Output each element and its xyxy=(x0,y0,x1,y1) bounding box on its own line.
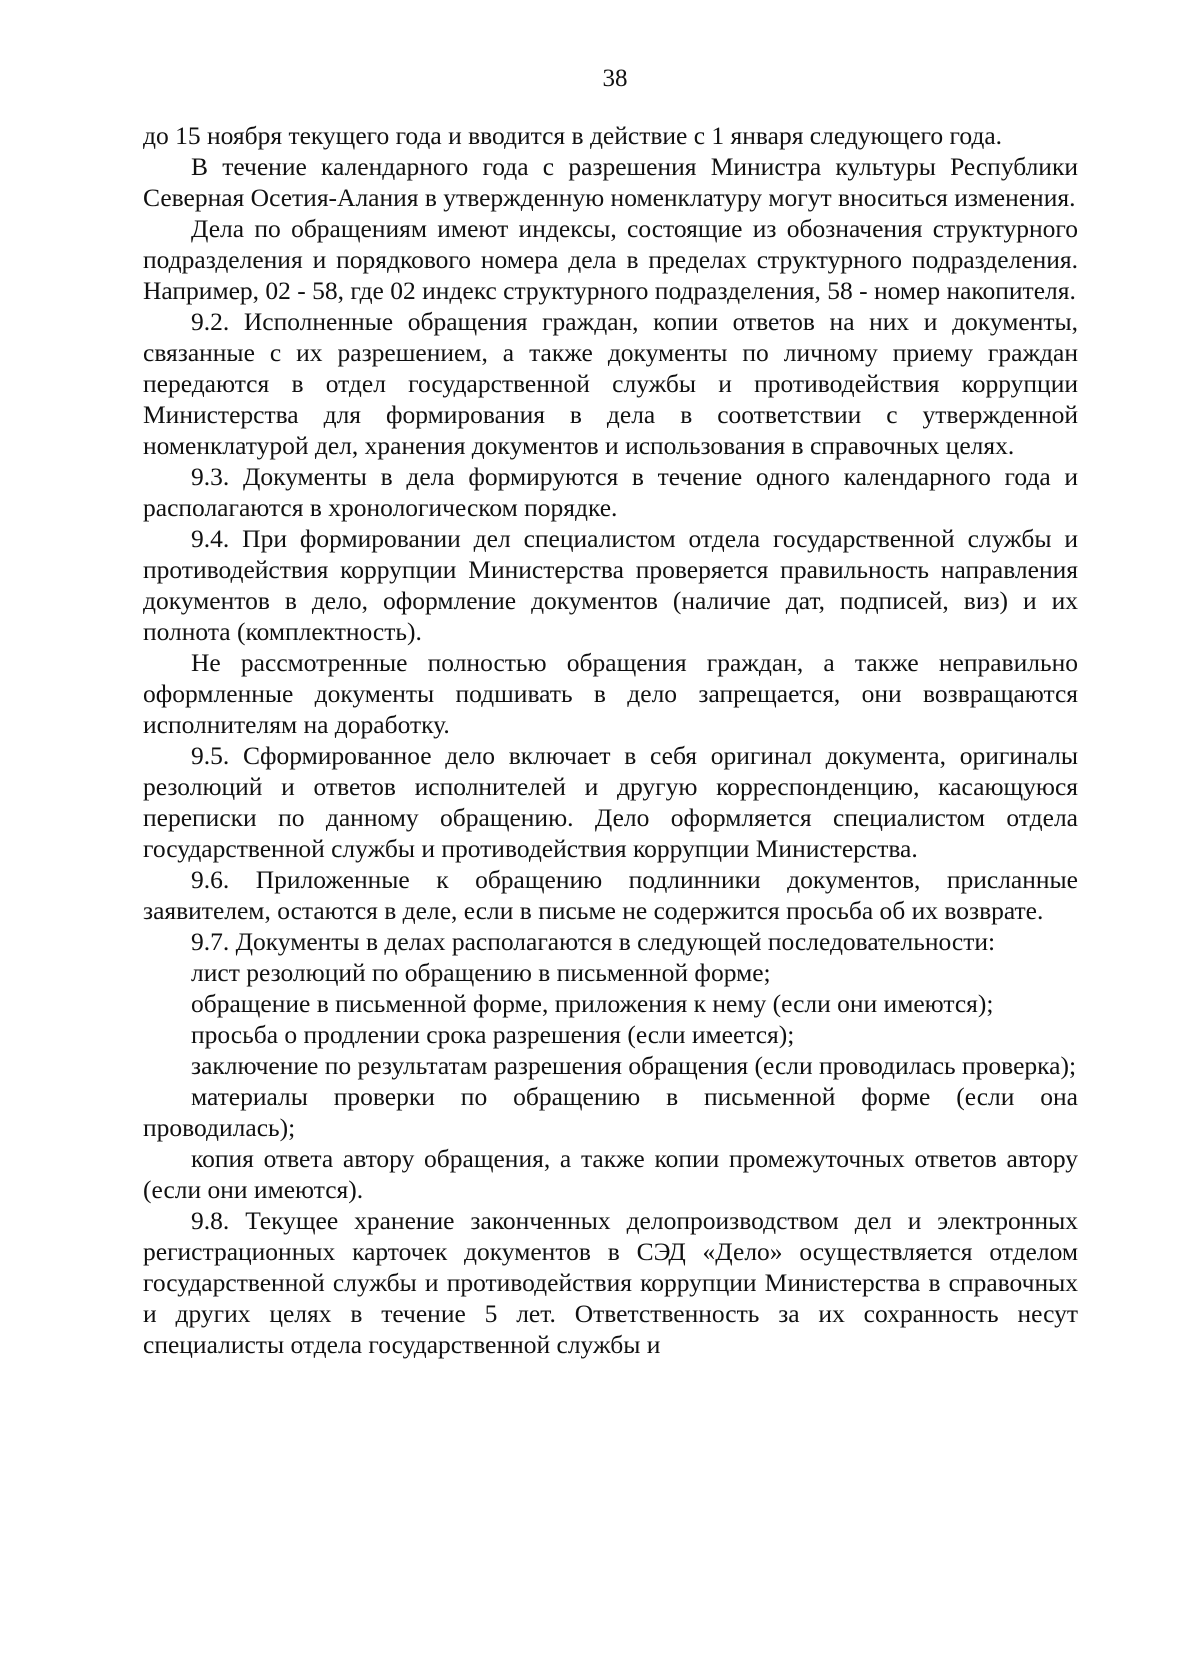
list-item: лист резолюций по обращению в письменной форме; xyxy=(191,958,771,987)
list-item: просьба о продлении срока разрешения (если имеется); xyxy=(191,1020,795,1049)
paragraph-9-2: 9.2. Исполненные обращения граждан, копии ответов на них и документы, связанные с их разрешением, а также документы по личному приему граждан передаются в отдел государственной службы и противодействия коррупции Министерства для формирования в дела в соответствии с утвержденной номенклатурой дел, хранения документов и использования в справочных целях. xyxy=(143,307,1078,460)
paragraph-9-7: 9.7. Документы в делах располагаются в следующей последовательности: xyxy=(191,927,996,956)
document-body xyxy=(143,120,1078,1360)
paragraph-9-3: 9.3. Документы в дела формируются в течение одного календарного года и располагаются в хронологическом порядке. xyxy=(143,462,1078,522)
list-item: материалы проверки по обращению в письменной форме (если она проводилась); xyxy=(143,1082,1078,1142)
paragraph-9-6: 9.6. Приложенные к обращению подлинники документов, присланные заявителем, остаются в деле, если в письме не содержится просьба об их возврате. xyxy=(143,865,1078,925)
paragraph-9-8: 9.8. Текущее хранение законченных делопроизводством дел и электронных регистрационных карточек документов в СЭД «Дело» осуществляется отделом государственной службы и противодействия коррупции Министерства в справочных и других целях в течение 5 лет. Ответственность за их сохранность несут специалисты отдела государственной службы и xyxy=(143,1206,1078,1359)
paragraph-indexes: Дела по обращениям имеют индексы, состоящие из обозначения структурного подразделения и порядкового номера дела в пределах структурного подразделения. Например, 02 - 58, где 02 индекс структурного подразделения, 58 - номер накопителя. xyxy=(143,214,1078,305)
page-number: 38 xyxy=(602,65,628,92)
paragraph-incomplete-appeals: Не рассмотренные полностью обращения граждан, а также неправильно оформленные документы подшивать в дело запрещается, они возвращаются исполнителям на доработку. xyxy=(143,648,1078,739)
paragraph-nomenclature-changes: В течение календарного года с разрешения Министра культуры Республики Северная Осетия-Алания в утвержденную номенклатуру могут вноситься изменения. xyxy=(143,152,1078,212)
paragraph-9-4: 9.4. При формировании дел специалистом отдела государственной службы и противодействия коррупции Министерства проверяется правильность направления документов в дело, оформление документов (наличие дат, подписей, виз) и их полнота (комплектность). xyxy=(143,524,1078,646)
list-item: заключение по результатам разрешения обращения (если проводилась проверка); xyxy=(191,1051,1077,1080)
paragraph-9-5: 9.5. Сформированное дело включает в себя оригинал документа, оригиналы резолюций и ответов исполнителей и другую корреспонденцию, касающуюся переписки по данному обращению. Дело оформляется специалистом отдела государственной службы и противодействия коррупции Министерства. xyxy=(143,741,1078,863)
paragraph-continuation: до 15 ноября текущего года и вводится в действие с 1 января следующего года. xyxy=(143,121,1003,150)
list-item: обращение в письменной форме, приложения к нему (если они имеются); xyxy=(191,989,994,1018)
list-item: копия ответа автору обращения, а также копии промежуточных ответов автору (если они имеются). xyxy=(143,1144,1078,1204)
